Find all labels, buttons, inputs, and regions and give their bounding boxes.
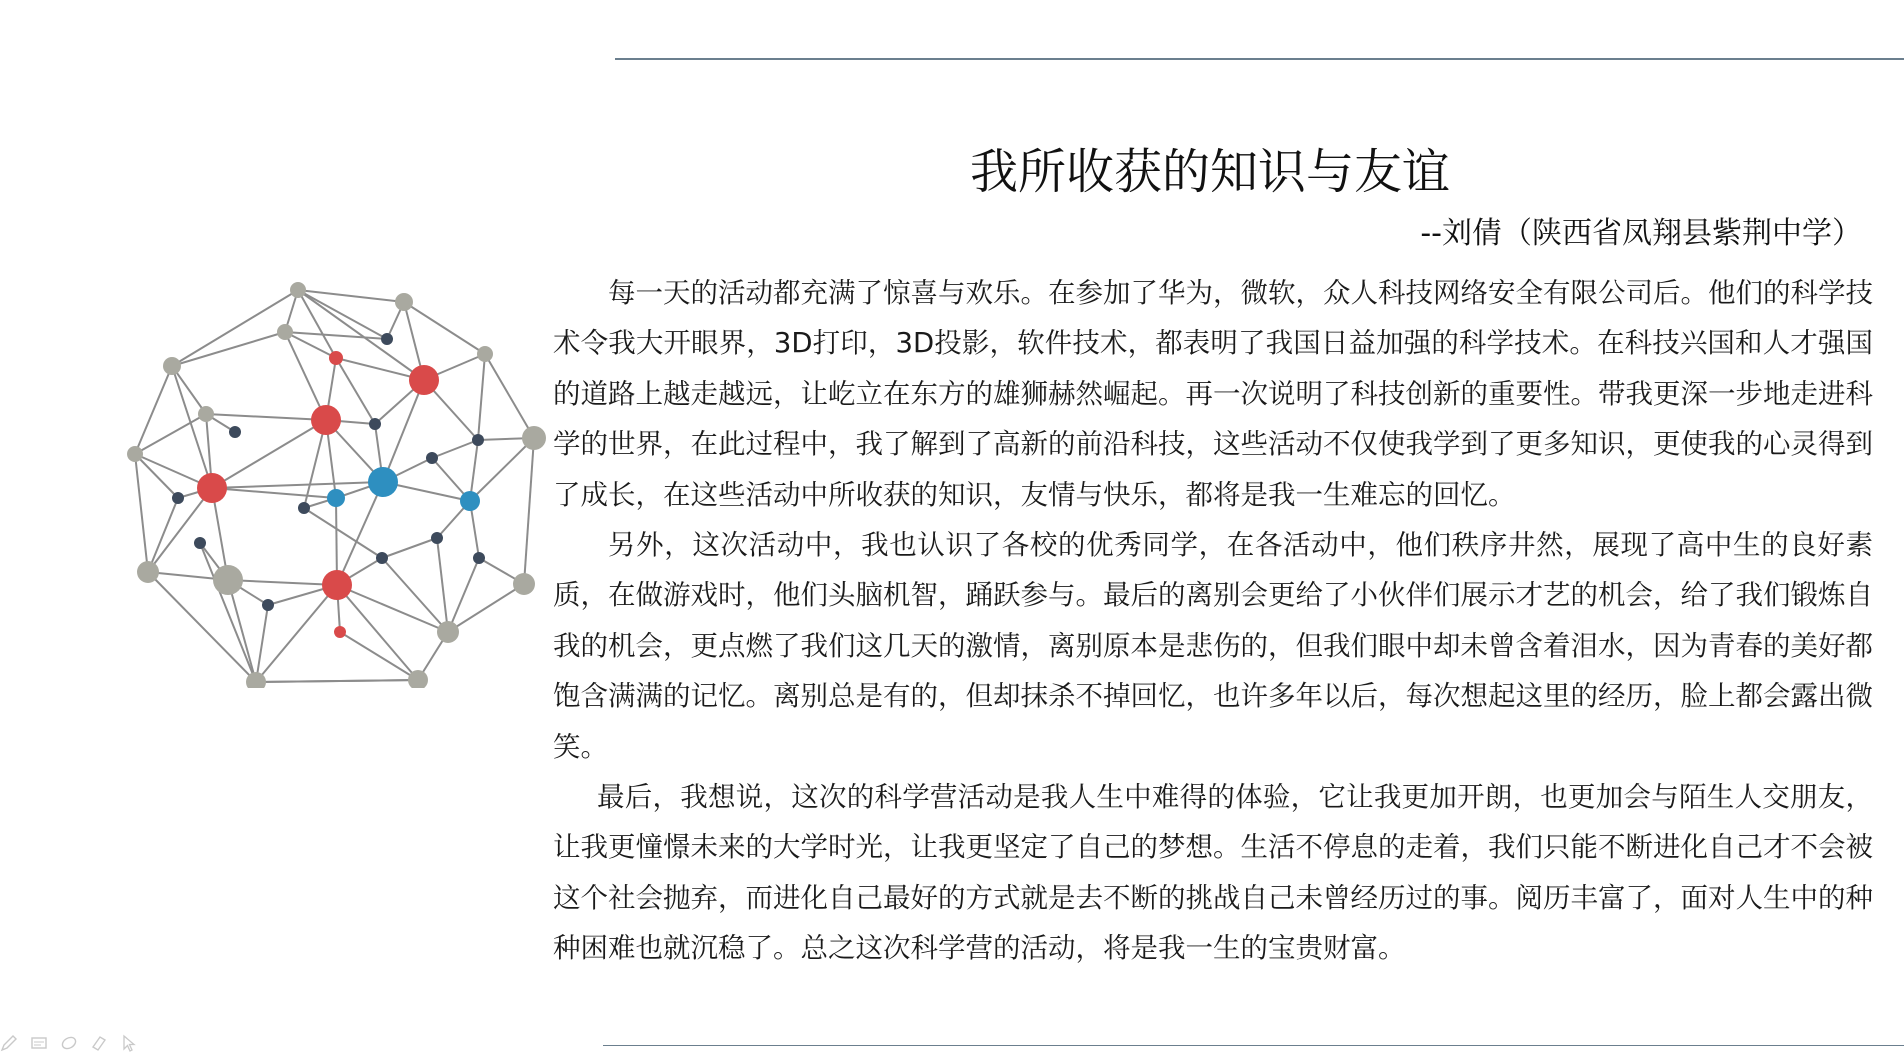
network-node [409,365,439,395]
network-edge [148,498,178,572]
network-node [368,467,398,497]
network-edge [172,332,285,366]
bottom-divider-line [603,1045,1904,1046]
network-edge [448,584,524,632]
author-line: --刘倩（陕西省凤翔县紫荆中学） [1420,216,1862,251]
network-edge [172,366,212,488]
network-node [322,570,352,600]
network-edge [470,438,534,501]
network-edge [336,358,375,424]
network-node [437,621,459,643]
network-edge [337,585,418,680]
network-node [298,502,310,514]
network-node [381,333,393,345]
network-node [426,452,438,464]
network-node [376,552,388,564]
network-node [172,492,184,504]
network-edge [448,558,479,632]
network-edge [212,488,336,498]
network-edge [256,680,418,682]
network-node [334,626,346,638]
network-node [127,446,143,462]
network-node [395,293,413,311]
network-node [431,532,443,544]
network-node [311,405,341,435]
network-edge [135,414,206,454]
network-node [229,426,241,438]
network-node [262,599,274,611]
network-edge [212,420,326,488]
network-node [327,489,345,507]
network-node [290,282,306,298]
highlighter-icon[interactable] [90,1034,108,1052]
network-graph-illustration [118,268,548,688]
network-edge [135,366,172,454]
network-edge [304,508,382,558]
network-node [513,573,535,595]
network-edge [382,538,437,558]
network-edge [437,538,448,632]
slide-title: 我所收获的知识与友谊 [969,144,1450,200]
eraser-icon[interactable] [60,1034,78,1052]
network-edge [206,414,326,420]
network-edge [285,332,387,339]
network-edge [135,454,178,498]
network-node [522,426,546,450]
network-node [369,418,381,430]
network-node [194,537,206,549]
network-edge [383,380,424,482]
network-node [277,324,293,340]
network-node [460,491,480,511]
network-node [163,357,181,375]
network-node [473,552,485,564]
network-edge [337,585,448,632]
pointer-icon[interactable] [120,1034,138,1052]
network-node [197,473,227,503]
network-edges [135,290,534,682]
network-edge [485,354,534,438]
paragraph-3: 最后，我想说，这次的科学营活动是我人生中难得的体验，它让我更加开朗，也更加会与陌生人交朋友，让我更憧憬未来的大学时光，让我更坚定了自己的梦想。生活不停息的走着，我们只能不断进化自己才不会被这个社会抛弃，而进化自己最好的方式就是去不断的挑战自己未曾经历过的事。阅历丰富了，面对人生中的种种困难也就沉稳了。总之这次科学营的活动，将是我一生的宝贵财富。 [553,781,1873,965]
body-text [553,268,1873,974]
network-edge [200,543,256,682]
network-edge [212,482,383,488]
network-node [137,561,159,583]
network-node [198,406,214,422]
paragraph-2: 另外，这次活动中，我也认识了各校的优秀同学，在各活动中，他们秩序井然，展现了高中生的良好素质，在做游戏时，他们头脑机智，踊跃参与。最后的离别会更给了小伙伴们展示才艺的机会，给了我们锻炼自我的机会，更点燃了我们这几天的激情，离别原本是悲伤的，但我们眼中却未曾含着泪水，因为青春的美好都饱含满满的记忆。离别总是有的，但却抹杀不掉回忆，也许多年以后，每次想起这里的经历，脸上都会露出微笑。 [553,529,1873,763]
network-node [472,434,484,446]
network-node [213,565,243,595]
network-edge [432,440,478,458]
presenter-toolbar [0,1031,150,1055]
network-node [477,346,493,362]
network-edge [135,454,148,572]
network-edge [340,632,418,680]
network-edge [478,354,485,440]
paragraph-1: 每一天的活动都充满了惊喜与欢乐。在参加了华为，微软，众人科技网络安全有限公司后。他们的科学技术令我大开眼界，3D打印，3D投影，软件技术，都表明了我国日益加强的科学技术。在科技兴国和人才强国的道路上越走越远，让屹立在东方的雄狮赫然崛起。再一次说明了科技创新的重要性。带我更深一步地走进科学的世界，在此过程中，我了解到了高新的前沿科技，这些活动不仅使我学到了更多知识，更使我的心灵得到了成长，在这些活动中所收获的知识，友情与快乐，都将是我一生难忘的回忆。 [553,277,1873,511]
network-edge [228,580,337,585]
top-divider-line [615,58,1904,60]
network-edge [524,438,534,584]
network-nodes [127,282,546,688]
network-node [329,351,343,365]
pen-icon[interactable] [0,1034,18,1052]
slide-icon[interactable] [30,1034,48,1052]
network-edge [382,558,448,632]
